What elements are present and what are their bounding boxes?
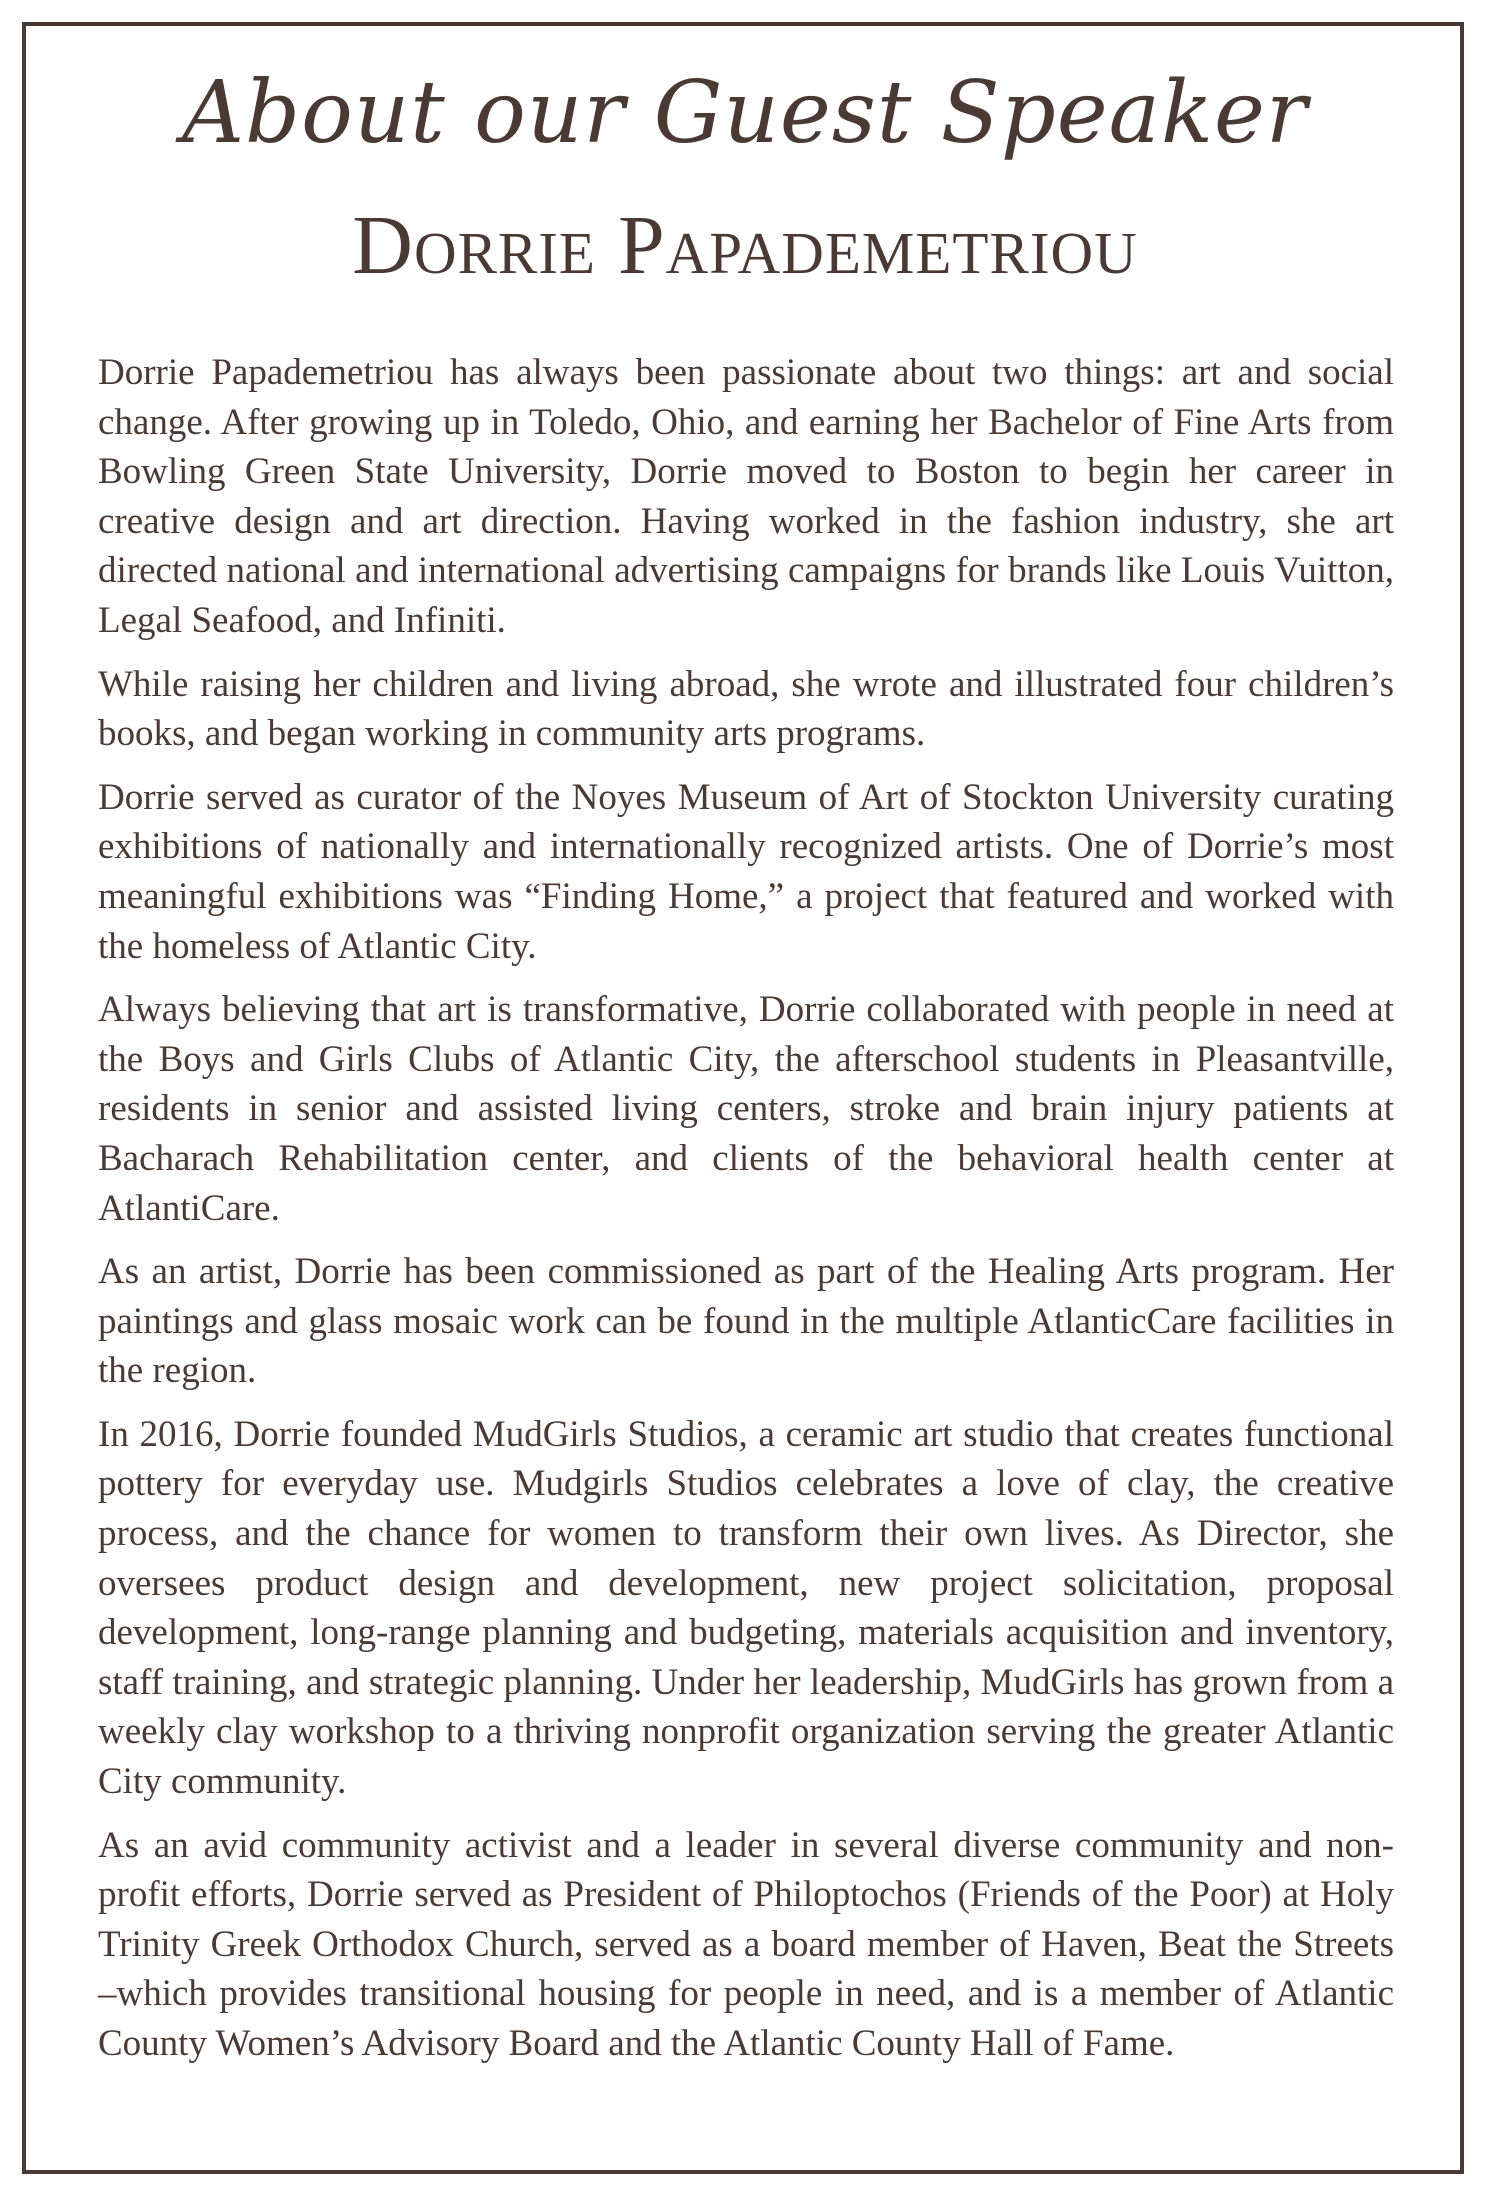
- bio-paragraph-2: While raising her children and living abroad, she wrote and illustrated four children’s books, and began working in community arts programs.: [98, 663, 1394, 755]
- bio-paragraph-6: In 2016, Dorrie founded MudGirls Studios, a ceramic art studio that creates functional pottery for everyday use. Mudgirls Studios celebrates a love of clay, the creative process, and the chance for women to transform their own lives. As Director, she oversees product design and development, new project solicitation, proposal development, long-range planning and budgeting, materials acquisition and inventory, staff training, and strategic planning. Under her leadership, MudGirls has grown from a weekly clay workshop to a thriving nonprofit organization serving the greater Atlantic City community.: [98, 1413, 1394, 1803]
- bio-body: [98, 348, 1394, 2083]
- bio-paragraph-4: Always believing that art is transformative, Dorrie collaborated with people in need at the Boys and Girls Clubs of Atlantic City, the afterschool students in Pleasantville, residents in senior and assisted living centers, stroke and brain injury patients at Bacharach Rehabilitation center, and clients of the behavioral health center at AtlantiCare.: [98, 989, 1394, 1229]
- bio-paragraph-1: Dorrie Papademetriou has always been passionate about two things: art and social change. After growing up in Toledo, Ohio, and earning her Bachelor of Fine Arts from Bowling Green State University, Dorrie moved to Boston to begin her career in creative design and art direction. Having worked in the fashion industry, she art directed national and international advertising campaigns for brands like Louis Vuitton, Legal Seafood, and Infiniti.: [98, 352, 1394, 641]
- bio-paragraph-3: Dorrie served as curator of the Noyes Museum of Art of Stockton University curating exhibitions of nationally and internationally recognized artists. One of Dorrie’s most meaningful exhibitions was “Finding Home,” a project that featured and worked with the homeless of Atlantic City.: [98, 776, 1394, 967]
- bio-paragraph-7: As an avid community activist and a leader in several diverse community and non-profit efforts, Dorrie served as President of Philoptochos (Friends of the Poor) at Holy Trinity Greek Orthodox Church, served as a board member of Haven, Beat the Streets –which provides transitional housing for people in need, and is a member of Atlantic County Women’s Advisory Board and the Atlantic County Hall of Fame.: [98, 1824, 1394, 2064]
- speaker-name: Dorrie Papademetriou: [352, 199, 1138, 292]
- script-heading: About our Guest Speaker: [181, 63, 1309, 163]
- bio-paragraph-5: As an artist, Dorrie has been commissioned as part of the Healing Arts program. Her paintings and glass mosaic work can be found in the multiple AtlanticCare facilities in the region.: [98, 1251, 1394, 1392]
